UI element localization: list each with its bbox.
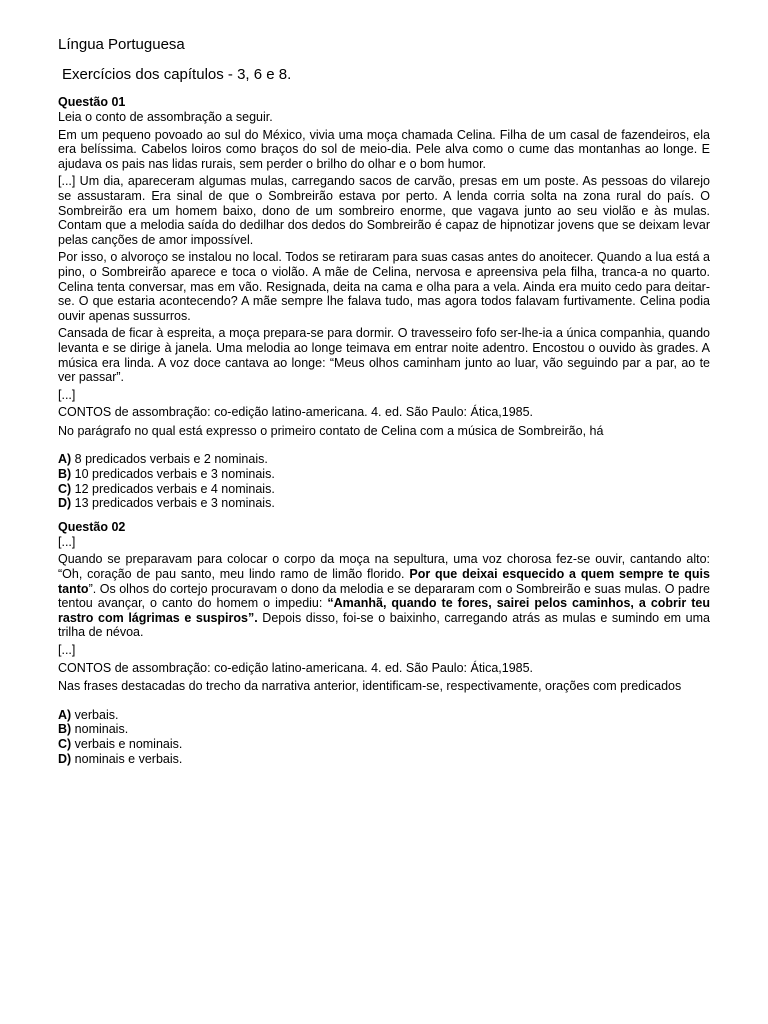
option-letter: B) xyxy=(58,467,72,482)
option-text: 12 predicados verbais e 4 nominais. xyxy=(71,481,275,496)
option-b[interactable] xyxy=(58,722,710,737)
option-text: nominais e verbais. xyxy=(71,751,183,766)
highlighted-sentence-1: Por que deixai esquecido a quem sempre te quis tanto xyxy=(58,567,710,596)
question-title: Questão 01 xyxy=(58,95,126,109)
question-02 xyxy=(58,520,710,766)
option-letter: B) xyxy=(58,722,72,737)
story-text: Quando se preparavam para colocar o corpo da moça na sepultura, uma voz chorosa fez-se ouvir, cantando alto: “Oh, coração de pau santo, meu lindo ramo de limão florido. xyxy=(58,552,710,582)
option-text: 8 predicados verbais e 2 nominais. xyxy=(71,452,268,467)
story-text: ”. Os olhos do cortejo procuravam o dono da melodia e se depararam com o Sombreirão e suas mulas. O padre tentou avançar, o canto do homem o impediu: xyxy=(58,581,710,611)
option-c[interactable] xyxy=(58,482,710,497)
option-d[interactable] xyxy=(58,496,710,511)
question-01 xyxy=(58,95,710,511)
story-paragraph: Cansada de ficar à espreita, a moça prepara-se para dormir. O travesseiro fofo ser-lhe-ia a única companhia, quando levanta e se dirige à janela. Uma melodia ao longe teimava em entrar noite adentro. Encostou o ouvido às grades. A música era linda. A voz doce cantava ao longe: “Meus olhos caminham junto ao luar, vão seguindo par a par, ao te ver passar”. xyxy=(58,326,710,385)
option-b[interactable] xyxy=(58,467,710,482)
option-letter: D) xyxy=(58,496,72,511)
answer-options xyxy=(58,452,710,510)
option-letter: A) xyxy=(58,707,72,722)
option-letter: C) xyxy=(58,481,72,496)
document-page xyxy=(58,34,710,775)
option-text: verbais e nominais. xyxy=(71,736,183,751)
option-a[interactable] xyxy=(58,452,710,467)
source-citation: CONTOS de assombração: co-edição latino-americana. 4. ed. São Paulo: Ática,1985. xyxy=(58,660,534,675)
source-citation: CONTOS de assombração: co-edição latino-americana. 4. ed. São Paulo: Ática,1985. xyxy=(58,405,534,420)
option-text: nominais. xyxy=(71,722,129,737)
question-prompt: Nas frases destacadas do trecho da narrativa anterior, identificam-se, respectivamente, orações com predicados xyxy=(58,679,682,694)
ellipsis: [...] xyxy=(58,387,76,402)
option-d[interactable] xyxy=(58,752,710,767)
story-paragraph xyxy=(58,552,710,640)
answer-options xyxy=(58,708,710,766)
option-text: 10 predicados verbais e 3 nominais. xyxy=(71,467,275,482)
story-text: Depois disso, foi-se o baixinho, carregando atrás as mulas e sumindo em uma trilha de névoa. xyxy=(58,610,710,640)
story-paragraph: [...] Um dia, apareceram algumas mulas, carregando sacos de carvão, presas em um poste. As pessoas do vilarejo se assustaram. Era sinal de que o Sombreirão estava por perto. A lenda corria solta na zona rural do país. O Sombreirão era um homem baixo, dono de um sombreiro enorme, que vagava junto ao seu violão e às mulas. Contam que a melodia saída do dedilhar dos dedos do Sombreirão é capaz de hipnotizar jovens que se deixam levar pelas canções de amor impossível. xyxy=(58,174,710,247)
option-letter: D) xyxy=(58,751,72,766)
exercises-subtitle: Exercícios dos capítulos - 3, 6 e 8. xyxy=(62,66,292,83)
option-a[interactable] xyxy=(58,708,710,723)
option-text: verbais. xyxy=(71,707,119,722)
story-paragraph: Em um pequeno povoado ao sul do México, vivia uma moça chamada Celina. Filha de um casal de fazendeiros, ela era belíssima. Cabelos loiros como braços do sol de meio-dia. Pele alva como o cume das montanhas ao longe. E ajudava os pais nas lidas rurais, sem perder o brilho do olhar e o bom humor. xyxy=(58,127,710,171)
question-title: Questão 02 xyxy=(58,519,126,534)
instruction-text: Leia o conto de assombração a seguir. xyxy=(58,110,273,124)
option-letter: A) xyxy=(58,452,72,467)
option-letter: C) xyxy=(58,736,72,751)
subject-title: Língua Portuguesa xyxy=(58,36,185,53)
story-paragraph: Por isso, o alvoroço se instalou no local. Todos se retiraram para suas casas antes do anoitecer. Quando a lua está a pino, o Sombreirão aparece e toca o violão. A mãe de Celina, nervosa e apreensiva pela filha, tranca-a no quarto. Celina tenta conversar, mas em vão. Resignada, deita na cama e olha para a vela. Ainda era muito cedo para deitar-se. O que estaria acontecendo? A mãe sempre lhe falava tudo, mas agora todos falavam furtivamente. Celina podia ouvir apenas sussurros. xyxy=(58,250,710,323)
question-prompt: No parágrafo no qual está expresso o primeiro contato de Celina com a música de Sombreirão, há xyxy=(58,423,604,438)
option-c[interactable] xyxy=(58,737,710,752)
ellipsis: [...] xyxy=(58,643,76,657)
option-text: 13 predicados verbais e 3 nominais. xyxy=(71,496,275,511)
ellipsis: [...] xyxy=(58,534,76,549)
highlighted-sentence-2: “Amanhã, quando te fores, sairei pelos caminhos, a cobrir teu rastro com lágrimas e suspiros”. xyxy=(58,596,711,625)
